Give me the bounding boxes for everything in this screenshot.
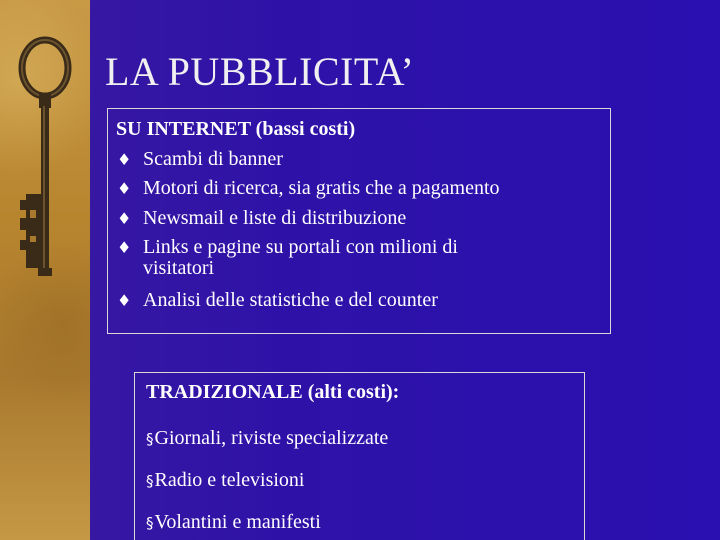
list-item-text: Analisi delle statistiche e del counter — [143, 288, 438, 311]
slide-title: LA PUBBLICITA’ — [105, 49, 415, 94]
list-item-text: Links e pagine su portali con milioni di — [143, 236, 458, 258]
list-item-text-continued: visitatori — [143, 256, 215, 279]
list-item — [146, 469, 304, 492]
diamond-bullet-icon: ♦ — [117, 179, 132, 198]
list-item-text: Newsmail e liste di distribuzione — [143, 206, 407, 229]
section-bullet-icon: § — [146, 472, 154, 490]
internet-list — [116, 145, 602, 316]
list-item — [116, 286, 602, 316]
antique-key-icon — [0, 0, 90, 540]
list-item-text: Radio e televisioni — [154, 469, 305, 491]
internet-heading: SU INTERNET (bassi costi) — [116, 118, 356, 140]
list-item — [116, 233, 602, 280]
traditional-heading: TRADIZIONALE (alti costi): — [146, 381, 400, 403]
list-item — [146, 427, 388, 450]
list-item — [116, 204, 602, 234]
diamond-bullet-icon: ♦ — [117, 149, 132, 169]
section-bullet-icon: § — [146, 514, 154, 532]
internet-box — [107, 108, 611, 334]
list-item-text: Volantini e manifesti — [154, 511, 321, 533]
list-item — [116, 145, 602, 175]
section-bullet-icon: § — [146, 430, 154, 448]
list-item-text: Giornali, riviste specializzate — [154, 427, 389, 449]
list-item-text: Scambi di banner — [143, 147, 283, 170]
diamond-bullet-icon: ♦ — [117, 208, 132, 228]
diamond-bullet-icon: ♦ — [117, 238, 132, 257]
traditional-box — [134, 372, 585, 540]
key-image-strip — [0, 0, 90, 540]
diamond-bullet-icon: ♦ — [117, 290, 132, 310]
list-item-text: Motori di ricerca, sia gratis che a pagamento — [143, 177, 500, 199]
list-item — [146, 511, 321, 534]
list-item — [116, 174, 602, 204]
